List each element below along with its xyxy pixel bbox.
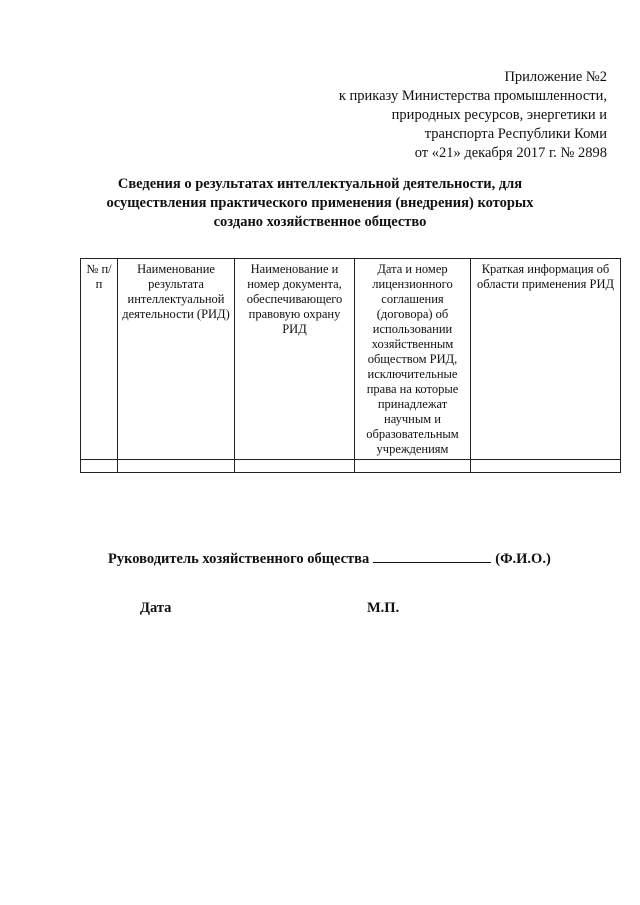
document-title	[60, 175, 580, 232]
appendix-region-line: транспорта Республики Коми	[424, 126, 607, 142]
appendix-order-line: к приказу Министерства промышленности,	[338, 88, 607, 104]
title-line-1: Сведения о результатах интеллектуальной деятельности, для	[117, 176, 523, 192]
table-cell[interactable]	[355, 460, 471, 473]
table-row	[81, 460, 621, 473]
table-header-row	[81, 259, 621, 460]
title-line-2: осуществления практического применения (внедрения) которых	[106, 195, 534, 211]
appendix-date-line: от «21» декабря 2017 г. № 2898	[414, 145, 607, 161]
appendix-ministry-line: природных ресурсов, энергетики и	[391, 107, 607, 123]
signature-suffix: (Ф.И.О.)	[495, 551, 551, 567]
date-label: Дата	[140, 600, 172, 616]
rid-table	[80, 258, 621, 473]
table-cell[interactable]	[118, 460, 235, 473]
signature-blank[interactable]	[373, 548, 491, 563]
table-cell[interactable]	[471, 460, 621, 473]
header-license-agreement: Дата и номер лицензионного соглашения (договора) об использовании хозяйственным обществом РИД, исключительные права на которые принадлежат научным и образовательным учреждениям	[355, 259, 471, 460]
header-rid-name: Наименование результата интеллектуальной деятельности (РИД)	[118, 259, 235, 460]
appendix-reference	[267, 68, 607, 163]
signature-label: Руководитель хозяйственного общества	[108, 551, 370, 567]
title-line-3: создано хозяйственное общество	[213, 214, 427, 230]
signature-line	[108, 548, 551, 568]
appendix-number: Приложение №2	[504, 69, 607, 85]
table-cell[interactable]	[81, 460, 118, 473]
table-cell[interactable]	[235, 460, 355, 473]
header-protection-document: Наименование и номер документа, обеспечивающего правовую охрану РИД	[235, 259, 355, 460]
header-number: № п/п	[81, 259, 118, 460]
header-application-area: Краткая информация об области применения РИД	[471, 259, 621, 460]
stamp-label: М.П.	[367, 600, 400, 616]
